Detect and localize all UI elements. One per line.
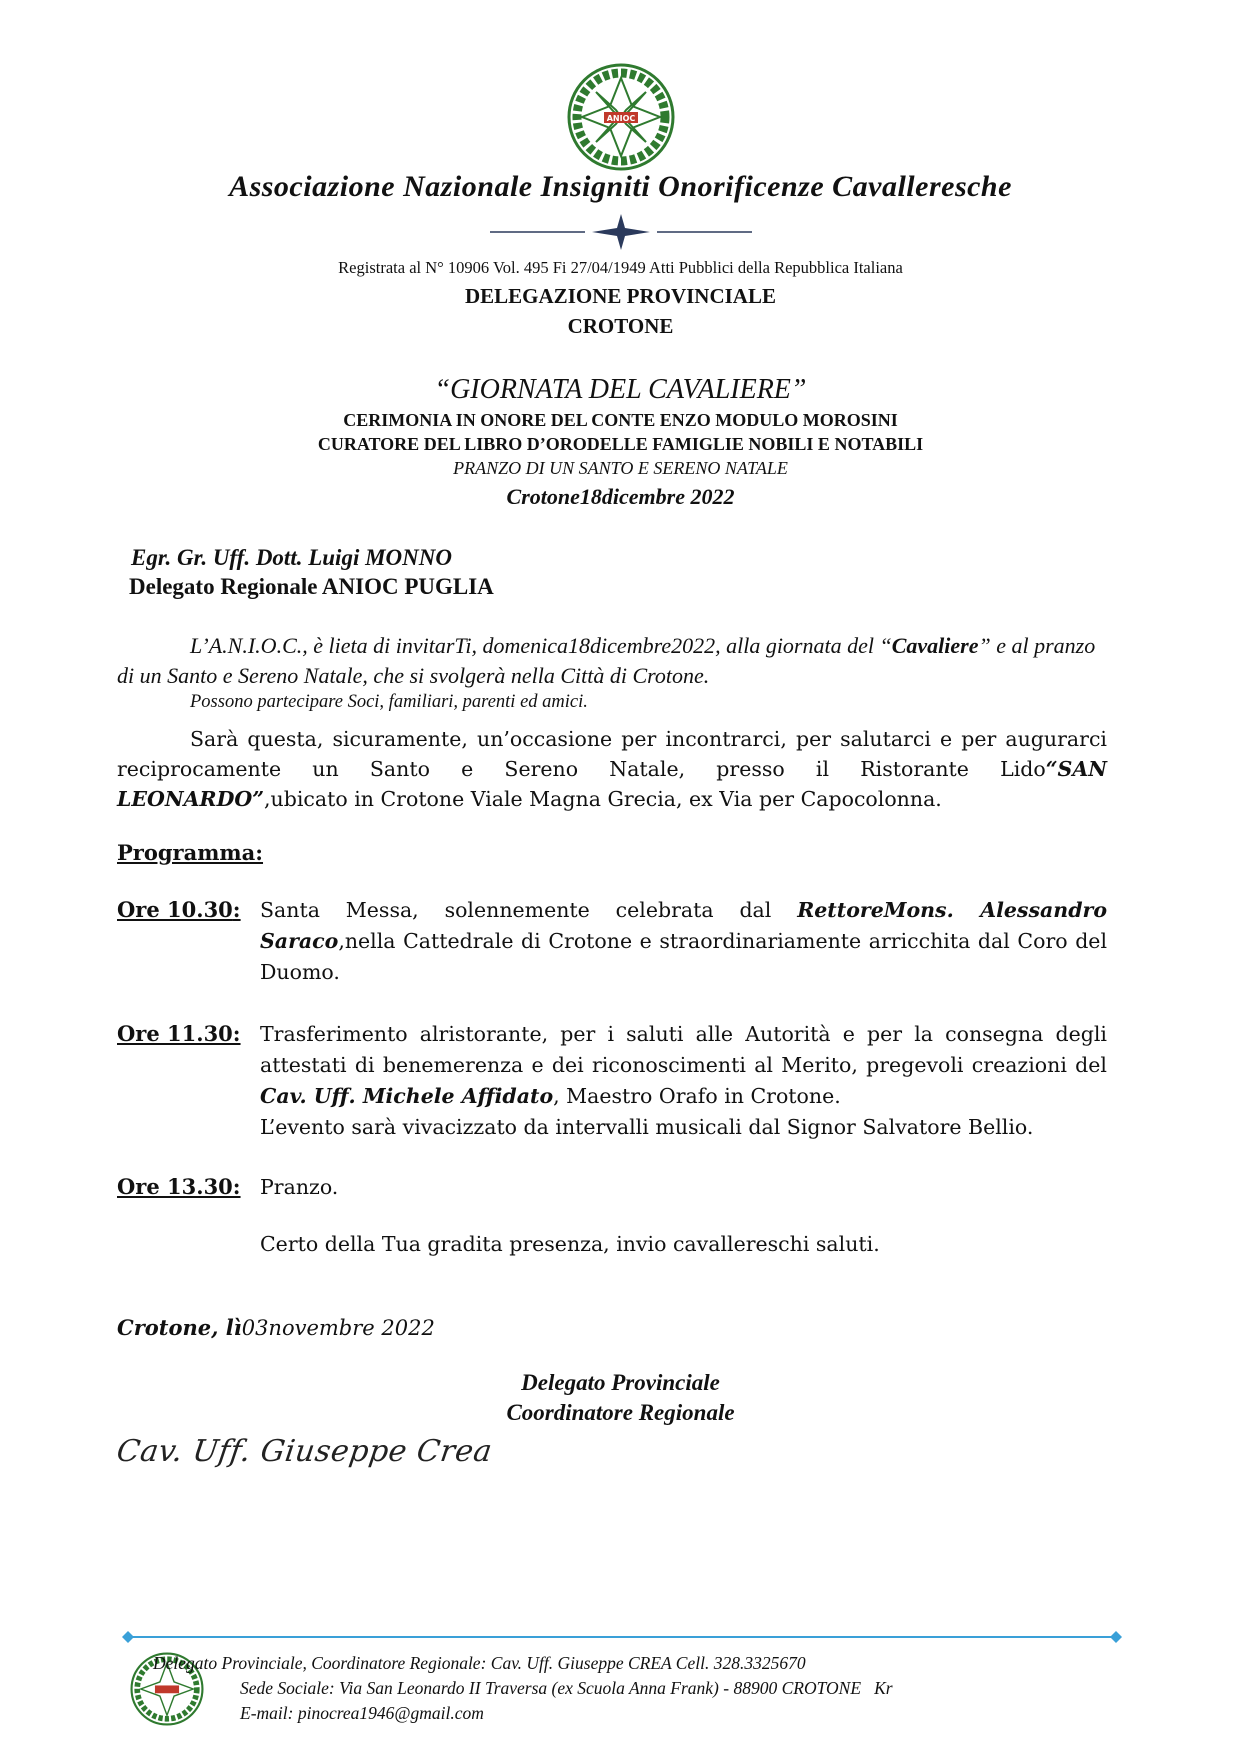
invitation-paragraph bbox=[117, 631, 1107, 691]
logo-text: ANIOC bbox=[606, 114, 636, 123]
invitation-text-a: L’A.N.I.O.C., è lieta di invitarTi, domenica18dicembre2022, alla giornata del “ bbox=[190, 633, 892, 658]
compass-ornament-icon bbox=[490, 212, 752, 252]
letter-date: 03novembre 2022 bbox=[241, 1316, 435, 1340]
program-time-3: Ore 13.30: bbox=[117, 1174, 241, 1199]
program-item-2-music: L’evento sarà vivacizzato da intervalli musicali dal Signor Salvatore Bellio. bbox=[260, 1115, 1034, 1139]
program-item-2 bbox=[260, 1019, 1107, 1112]
signatory-title-1: Delegato Provinciale bbox=[521, 1370, 720, 1395]
event-title: “GIORNATA DEL CAVALIERE” bbox=[434, 374, 807, 405]
program-item-1 bbox=[260, 895, 1107, 988]
footer-delegate: Delegato Provinciale, Coordinatore Regionale: Cav. Uff. Giuseppe CREA Cell. 328.3325670 bbox=[153, 1653, 806, 1673]
venue-paragraph bbox=[117, 724, 1107, 814]
program-time-1 bbox=[117, 897, 241, 922]
organization-name: Associazione Nazionale Insigniti Onorificenze Cavalleresche bbox=[229, 170, 1012, 203]
footer-address: Sede Sociale: Via San Leonardo II Traversa (ex Scuola Anna Frank) - 88900 CROTONE Kr bbox=[240, 1678, 893, 1698]
registration-info: Registrata al N° 10906 Vol. 495 Fi 27/04/1949 Atti Pubblici della Repubblica Italiana bbox=[338, 258, 903, 277]
program-item-2-goldsmith: Cav. Uff. Michele Affidato bbox=[260, 1084, 554, 1108]
anioc-logo bbox=[566, 62, 676, 172]
recipient-name: Egr. Gr. Uff. Dott. Luigi MONNO bbox=[131, 545, 452, 570]
invitation-text-b: ” e al pranzo di un Santo e Sereno Natale, che si svolgerà nella Città di Crotone. bbox=[117, 633, 1096, 688]
signatory-title-2: Coordinatore Regionale bbox=[506, 1400, 735, 1425]
participants-note: Possono partecipare Soci, familiari, parenti ed amici. bbox=[190, 692, 588, 712]
program-item-1-celebrant: RettoreMons. Alessandro Saraco bbox=[260, 898, 1108, 953]
footer-divider bbox=[122, 1630, 1122, 1644]
program-heading: Programma: bbox=[117, 840, 264, 865]
program-time-1-colon: : bbox=[232, 897, 241, 922]
event-lunch: PRANZO DI UN SANTO E SERENO NATALE bbox=[453, 458, 788, 478]
place-date bbox=[117, 1315, 435, 1340]
handwritten-signature: Cav. Uff. Giuseppe Crea bbox=[114, 1434, 495, 1469]
venue-text-b: ,ubicato in Crotone Viale Magna Grecia, ex Via per Capocolonna. bbox=[264, 787, 942, 811]
program-item-3: Pranzo. bbox=[260, 1175, 339, 1199]
venue-name: “SAN LEONARDO” bbox=[117, 757, 1107, 811]
program-item-2-b: , Maestro Orafo in Crotone. bbox=[553, 1084, 841, 1108]
footer-email: E-mail: pinocrea1946@gmail.com bbox=[240, 1703, 484, 1723]
venue-text-a: Sarà questa, sicuramente, un’occasione per incontrarci, per salutarci e per augurarci reciprocamente un Santo e Sereno Natale, presso il Ristorante Lido bbox=[117, 727, 1107, 781]
closing-greeting: Certo della Tua gradita presenza, invio cavallereschi saluti. bbox=[260, 1232, 880, 1256]
program-item-2-a: Trasferimento alristorante, per i saluti alle Autorità e per la consegna degli attestati di benemerenza e dei riconoscimenti al Merito, pregevoli creazioni del bbox=[260, 1022, 1107, 1077]
program-time-1-label: Ore 10.30 bbox=[117, 897, 233, 922]
place: Crotone, lì bbox=[117, 1315, 242, 1340]
event-date: Crotone18dicembre 2022 bbox=[506, 484, 735, 509]
delegation-title: DELEGAZIONE PROVINCIALE bbox=[465, 284, 776, 308]
program-item-1-b: ,nella Cattedrale di Crotone e straordinariamente arricchita dal Coro del Duomo. bbox=[260, 929, 1107, 984]
program-time-2: Ore 11.30: bbox=[117, 1021, 241, 1046]
program-item-1-a: Santa Messa, solennemente celebrata dal bbox=[260, 898, 798, 922]
event-ceremony: CERIMONIA IN ONORE DEL CONTE ENZO MODULO MOROSINI bbox=[343, 410, 898, 430]
invitation-cavaliere: Cavaliere bbox=[891, 633, 979, 658]
event-curator: CURATORE DEL LIBRO D’ORODELLE FAMIGLIE NOBILI E NOTABILI bbox=[317, 434, 924, 454]
delegation-city: CROTONE bbox=[567, 314, 674, 338]
recipient-role: Delegato Regionale ANIOC PUGLIA bbox=[129, 574, 494, 599]
